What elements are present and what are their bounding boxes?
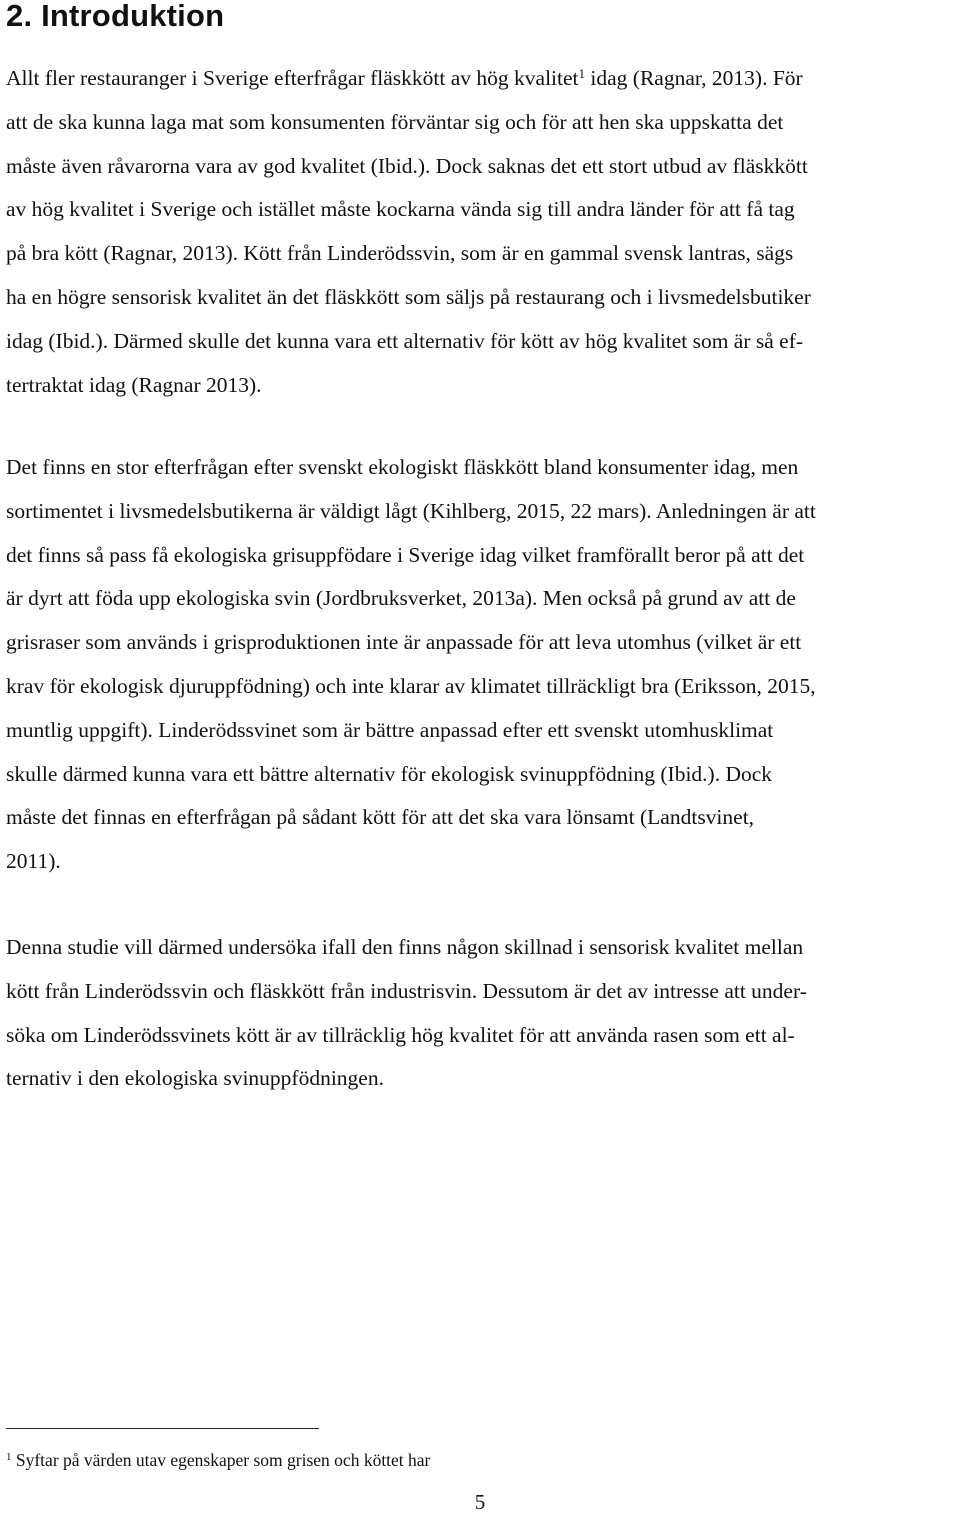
text-line: muntlig uppgift). Linderödssvinet som är bättre anpassad efter ett svenskt utomhusklimat (6, 717, 774, 742)
text-line: ternativ i den ekologiska svinuppfödningen. (6, 1066, 384, 1091)
text-line: idag (Ibid.). Därmed skulle det kunna vara ett alternativ för kött av hög kvalitet som är så ef- (6, 328, 804, 353)
paragraph-2 (6, 446, 958, 884)
page-number: 5 (474, 1490, 486, 1514)
text-line: är dyrt att föda upp ekologiska svin (Jordbruksverket, 2013a). Men också på grund av att de (6, 586, 796, 611)
text-run: Allt fler restauranger i Sverige efterfrågar fläskkött av hög kvalitet (6, 66, 579, 90)
text-line: det finns så pass få ekologiska grisuppfödare i Sverige idag vilket framförallt beror på att det (6, 542, 805, 567)
text-line: sortimentet i livsmedelsbutikerna är väldigt lågt (Kihlberg, 2015, 22 mars). Anledningen är att (6, 498, 816, 523)
footnote-marker: 1 (6, 1451, 12, 1463)
text-line: krav för ekologisk djuruppfödning) och inte klarar av klimatet tillräckligt bra (Eriksson, 2015, (6, 673, 816, 698)
paragraph-1 (6, 57, 958, 407)
section-heading: 2. Introduktion (6, 0, 225, 33)
text-line: kött från Linderödssvin och fläskkött från industrisvin. Dessutom är det av intresse att under- (6, 978, 807, 1003)
text-run: idag (Ragnar, 2013). För (585, 66, 803, 90)
footnote-text: Syftar på värden utav egenskaper som grisen och köttet har (11, 1450, 431, 1470)
text-line: söka om Linderödssvinets kött är av tillräcklig hög kvalitet för att använda rasen som ett al- (6, 1022, 795, 1047)
text-line: ha en högre sensorisk kvalitet än det fläskkött som säljs på restaurang och i livsmedelsbutiker (6, 284, 811, 309)
text-line: Det finns en stor efterfrågan efter svenskt ekologiskt fläskkött bland konsumenter idag, men (6, 455, 799, 479)
text-line: måste även råvarorna vara av god kvalitet (Ibid.). Dock saknas det ett stort utbud av fläskkött (6, 153, 808, 178)
text-line: skulle därmed kunna vara ett bättre alternativ för ekologisk svinuppfödning (Ibid.). Dock (6, 761, 773, 786)
text-line: grisraser som används i grisproduktionen inte är anpassade för att leva utomhus (vilket är ett (6, 630, 802, 655)
footnote-reference: 1 (578, 66, 586, 81)
text-line (6, 57, 958, 101)
text-line: måste det finnas en efterfrågan på sådant kött för att det ska vara lönsamt (Landtsvinet, (6, 805, 755, 830)
paragraph-3 (6, 926, 958, 1101)
text-line: Denna studie vill därmed undersöka ifall den finns någon skillnad i sensorisk kvalitet mellan (6, 935, 804, 959)
text-line: av hög kvalitet i Sverige och istället måste kockarna vända sig till andra länder för att få tag (6, 197, 795, 222)
text-line: på bra kött (Ragnar, 2013). Kött från Linderödssvin, som är en gammal svensk lantras, sägs (6, 241, 794, 266)
text-line: att de ska kunna laga mat som konsumenten förväntar sig och för att hen ska uppskatta det (6, 109, 784, 134)
text-line: tertraktat idag (Ragnar 2013). (6, 372, 262, 397)
text-line: 2011). (6, 849, 61, 874)
footnote-divider (6, 1428, 319, 1429)
footnote (6, 1448, 430, 1472)
